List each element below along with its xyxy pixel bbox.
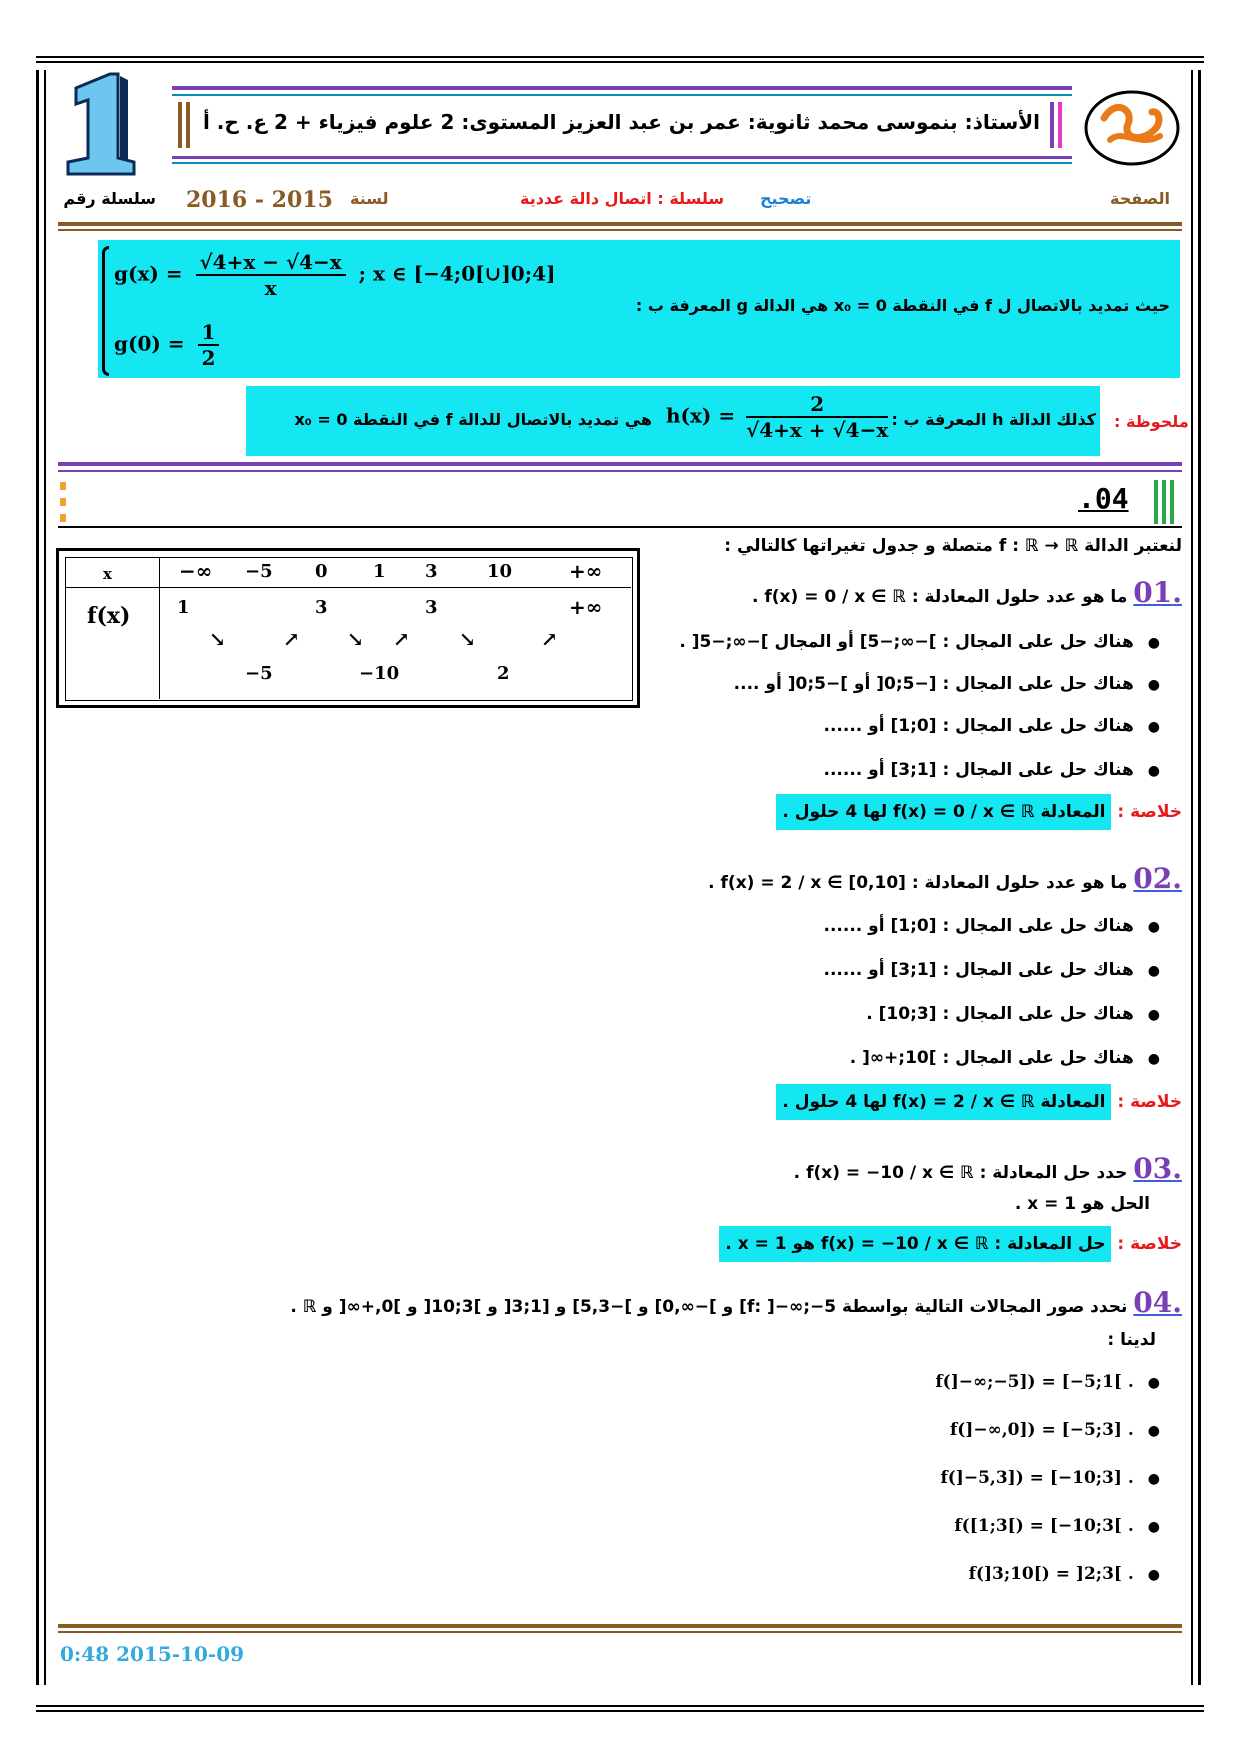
q1-conclusion-label: خلاصة : — [1117, 802, 1182, 822]
header-rule — [58, 222, 1182, 226]
q1-conclusion-text: المعادلة f(x) = 0 / x ∈ ℝ لها 4 حلول . — [776, 794, 1111, 830]
table-x-value: −5 — [245, 561, 273, 582]
g-lhs: g(x) = — [114, 261, 183, 286]
table-top-value: 1 — [177, 597, 190, 618]
q2-item-text: هناك حل على المجال : ]10;+∞[ . — [849, 1048, 1134, 1068]
q1-item-text: هناك حل على المجال : [0;1] أو ...... — [823, 716, 1134, 736]
extension-box — [98, 240, 1180, 378]
note-text-before: كذلك الدالة h المعرفة ب : — [891, 410, 1096, 429]
section-rule-thin — [58, 470, 1182, 472]
q3-conclusion-text: حل المعادلة : f(x) = −10 / x ∈ ℝ هو x = 1 . — [719, 1226, 1111, 1262]
q2-item: ●هناك حل على المجال : [0;1] أو ...... — [823, 916, 1160, 936]
note-text-after: هي تمديد بالاتصال للدالة f في النقطة x₀ = 0 — [294, 410, 652, 429]
q1-item-text: هناك حل على المجال : [1;3] أو ...... — [823, 760, 1134, 780]
exercise-rule — [58, 526, 1182, 528]
h-lhs: h(x) = — [666, 403, 736, 428]
q1-item: ●هناك حل على المجال : [−5;0[ أو ]−5;0[ أو .... — [733, 674, 1160, 694]
series-number-logo — [58, 70, 148, 180]
q4-item: ●f([1;3[) = [−10;3[ . — [954, 1516, 1160, 1536]
table-top-value: +∞ — [569, 595, 603, 619]
q2-item-text: هناك حل على المجال : [3;10] . — [866, 1004, 1134, 1024]
footer-datetime: 0:48 2015-10-09 — [60, 1642, 245, 1666]
series-number-icon — [58, 70, 148, 180]
q2-line — [708, 862, 1182, 895]
table-top-value: 3 — [425, 597, 438, 618]
table-top-value: 3 — [315, 597, 328, 618]
exercise-intro: لنعتبر الدالة f : ℝ → ℝ متصلة و جدول تغيراتها كالتالي : — [724, 536, 1182, 556]
q4-item-text: f([1;3[) = [−10;3[ . — [954, 1516, 1134, 1536]
q3-question: حدد حل المعادلة : f(x) = −10 / x ∈ ℝ . — [793, 1163, 1128, 1183]
table-arrow: ↘ — [459, 627, 476, 651]
g-numerator: √4+x − √4−x — [196, 250, 346, 276]
table-arrow: ↗ — [283, 627, 300, 651]
q4-item-text: f(]−5,3]) = [−10;3] . — [940, 1468, 1134, 1488]
q1-item: ●هناك حل على المجال : [0;1] أو ...... — [823, 716, 1160, 736]
table-x-value: 10 — [487, 561, 513, 582]
table-bottom-value: −5 — [245, 663, 273, 684]
h-numerator: 2 — [746, 392, 888, 418]
series-title: سلسلة : اتصال دالة عددية — [520, 189, 725, 208]
q4-item: ●f(]−∞;−5]) = [−5;1[ . — [935, 1372, 1160, 1392]
table-arrow: ↗ — [541, 627, 558, 651]
q1-item: ●هناك حل على المجال : [1;3] أو ...... — [823, 760, 1160, 780]
footer-rule-thin — [58, 1631, 1182, 1633]
q1-item-text: هناك حل على المجال : [−5;0[ أو ]−5;0[ أو .... — [733, 674, 1134, 694]
section-rule — [58, 462, 1182, 466]
q2-item: ●هناك حل على المجال : ]10;+∞[ . — [849, 1048, 1160, 1068]
series-label: سلسلة رقم — [63, 189, 156, 208]
header-rule-thin — [58, 229, 1182, 231]
q2-item-text: هناك حل على المجال : [0;1] أو ...... — [823, 916, 1134, 936]
year-label: لسنة — [350, 189, 389, 208]
q3-line — [794, 1152, 1182, 1185]
year-value: 2016 - 2015 — [186, 187, 333, 213]
q4-item: ●f(]3;10[) = ]2;3[ . — [968, 1564, 1160, 1584]
table-x-value: +∞ — [569, 559, 603, 583]
teacher-line: الأستاذ: بنموسى محمد ثانوية: عمر بن عبد العزيز المستوى: 2 علوم فيزياء + 2 ع. ح. أ — [202, 110, 1040, 134]
q4-item-text: f(]−∞;−5]) = [−5;1[ . — [935, 1372, 1134, 1392]
h-denominator: √4+x + √4−x — [746, 418, 889, 442]
table-bottom-value: 2 — [497, 663, 510, 684]
table-arrow: ↘ — [347, 627, 364, 651]
q4-question: نحدد صور المجالات التالية بواسطة f: ]−∞;−5] و ]−∞,0] و ]−5,3] و [1;3[ و ]3;10[ و ]0,+∞[ و ℝ . — [290, 1297, 1128, 1317]
extension-text: حيث تمديد بالاتصال ل f في النقطة x₀ = 0 هي الدالة g المعرفة ب : — [635, 296, 1170, 315]
table-fx-label: f(x) — [87, 603, 131, 629]
q3-answer: الحل هو x = 1 . — [1014, 1194, 1150, 1214]
q1-number: .01 — [1133, 576, 1182, 609]
table-arrow: ↗ — [393, 627, 410, 651]
note-label: ملحوظة : — [1114, 412, 1189, 431]
q2-item: ●هناك حل على المجال : [3;10] . — [866, 1004, 1160, 1024]
frame-right-inner — [1191, 70, 1193, 1685]
q1-item: ●هناك حل على المجال : ]−∞;−5] أو المجال ]−∞;−5[ . — [679, 632, 1160, 652]
q4-item-text: f(]3;10[) = ]2;3[ . — [968, 1564, 1134, 1584]
q2-number: .02 — [1133, 862, 1182, 895]
q3-number: .03 — [1133, 1152, 1182, 1185]
school-emblem — [1082, 88, 1182, 168]
q4-number: .04 — [1133, 1286, 1182, 1319]
exercise-number: .04 — [1078, 482, 1129, 515]
q2-conclusion-text: المعادلة f(x) = 2 / x ∈ ℝ لها 4 حلول . — [776, 1084, 1111, 1120]
page-label: الصفحة — [1110, 189, 1171, 208]
footer-rule — [58, 1624, 1182, 1628]
q1-line — [752, 576, 1182, 609]
g-denominator: x — [264, 276, 277, 300]
g0-lhs: g(0) = — [114, 331, 185, 356]
table-x-value: 0 — [315, 561, 328, 582]
q4-line — [290, 1286, 1182, 1319]
q1-item-text: هناك حل على المجال : ]−∞;−5] أو المجال ]−∞;−5[ . — [679, 632, 1134, 652]
table-x-value: 3 — [425, 561, 438, 582]
q3-conclusion-label: خلاصة : — [1117, 1234, 1182, 1254]
table-x-value: 1 — [373, 561, 386, 582]
frame-right — [1198, 70, 1201, 1685]
q1-conclusion — [776, 802, 1182, 822]
q4-item: ●f(]−5,3]) = [−10;3] . — [940, 1468, 1160, 1488]
table-x-value: −∞ — [179, 559, 213, 583]
g0-numerator: 1 — [198, 320, 220, 346]
emblem-icon — [1082, 88, 1182, 168]
table-bottom-value: −10 — [359, 663, 400, 684]
q2-conclusion-label: خلاصة : — [1117, 1092, 1182, 1112]
q4-item-text: f(]−∞,0]) = [−5;3] . — [949, 1420, 1134, 1440]
q4-we-have: لدينا : — [1107, 1330, 1156, 1350]
q2-item: ●هناك حل على المجال : [1;3] أو ...... — [823, 960, 1160, 980]
q4-item: ●f(]−∞,0]) = [−5;3] . — [949, 1420, 1160, 1440]
table-arrow: ↘ — [209, 627, 226, 651]
q2-item-text: هناك حل على المجال : [1;3] أو ...... — [823, 960, 1134, 980]
q1-question: ما هو عدد حلول المعادلة : f(x) = 0 / x ∈ ℝ . — [752, 587, 1128, 607]
frame-left — [36, 70, 39, 1685]
q2-conclusion — [776, 1092, 1182, 1112]
exercise-bar — [58, 480, 1182, 524]
variation-table — [56, 548, 640, 708]
g0-denominator: 2 — [201, 346, 216, 370]
correction-label: تصحيح — [760, 189, 812, 208]
q2-question: ما هو عدد حلول المعادلة : f(x) = 2 / x ∈ [0,10] . — [708, 873, 1128, 893]
table-x-label: x — [103, 565, 112, 583]
g-domain: ; x ∈ [−4;0[∪]0;4] — [358, 261, 556, 286]
frame-left-inner — [44, 70, 46, 1685]
note-box — [246, 386, 1100, 456]
q3-conclusion — [719, 1234, 1182, 1254]
